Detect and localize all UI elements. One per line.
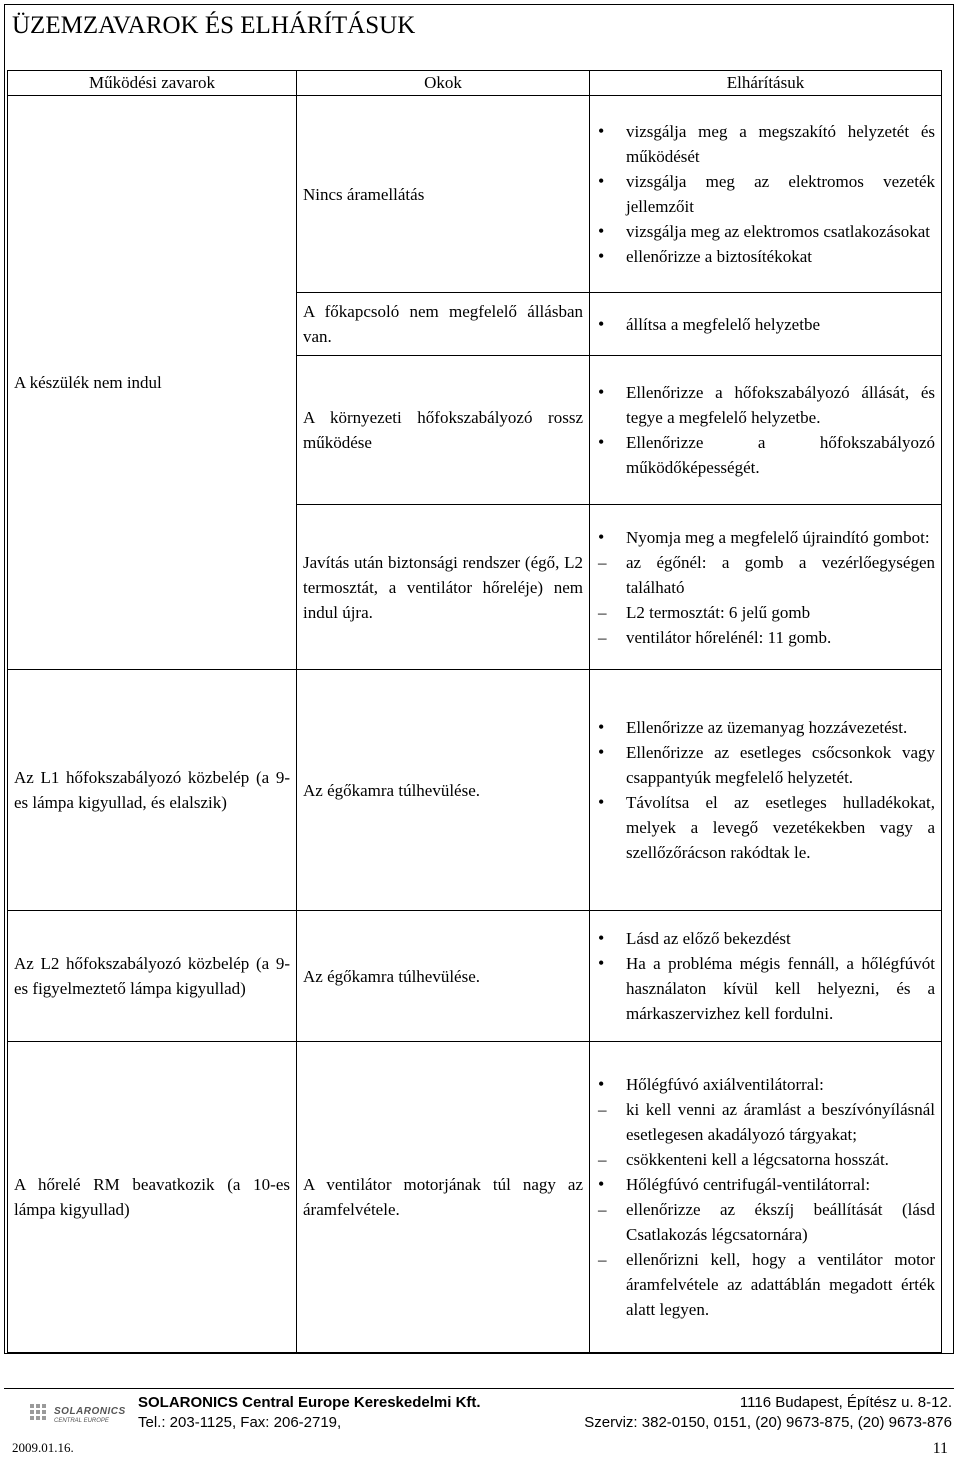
remedy-item: • Ellenőrizze az üzemanyag hozzávezetést. bbox=[596, 715, 935, 740]
logo-wordmark: SOLARONICS bbox=[54, 1406, 126, 1417]
header-remedies: Elhárításuk bbox=[590, 71, 942, 96]
remedy-item: • Hőlégfúvó centrifugál-ventilátorral: bbox=[596, 1172, 935, 1197]
cause-cell: A ventilátor motorjának túl nagy az áramfelvétele. bbox=[297, 1042, 590, 1353]
remedy-item: • állítsa a megfelelő helyzetbe bbox=[596, 312, 935, 337]
page-footer bbox=[0, 1388, 960, 1438]
cause-cell: Javítás után biztonsági rendszer (égő, L2 termosztát, a ventilátor hőreléje) nem indul újra. bbox=[297, 505, 590, 670]
cause-cell: Az égőkamra túlhevülése. bbox=[297, 670, 590, 911]
table-row bbox=[8, 670, 942, 911]
footer-rule bbox=[4, 1388, 954, 1389]
remedy-subitem: – L2 termosztát: 6 jelű gomb bbox=[596, 600, 935, 625]
table-row bbox=[8, 911, 942, 1042]
fault-cell: Az L2 hőfokszabályozó közbelép (a 9-es figyelmeztető lámpa kigyullad) bbox=[8, 911, 297, 1042]
table-row bbox=[8, 1042, 942, 1353]
remedy-item: • Ha a probléma mégis fennáll, a hőlégfúvót használaton kívül kell helyezni, és a márkaszervizhez kell fordulni. bbox=[596, 951, 935, 1026]
troubleshooting-table bbox=[7, 70, 942, 1353]
remedy-cell bbox=[590, 911, 942, 1042]
table-header-row bbox=[8, 71, 942, 96]
table-row bbox=[8, 96, 942, 293]
remedy-item: • ellenőrizze a biztosítékokat bbox=[596, 244, 935, 269]
page-title: ÜZEMZAVAROK ÉS ELHÁRÍTÁSUK bbox=[12, 12, 416, 39]
remedy-subitem: – ellenőrizni kell, hogy a ventilátor motor áramfelvétele az adattáblán megadott érték alatt legyen. bbox=[596, 1247, 935, 1322]
fault-cell: A hőrelé RM beavatkozik (a 10-es lámpa kigyullad) bbox=[8, 1042, 297, 1353]
remedy-subitem: – az égőnél: a gomb a vezérlőegységen található bbox=[596, 550, 935, 600]
remedy-subitem: – ki kell venni az áramlást a beszívónyílásnál esetlegesen akadályozó tárgyakat; bbox=[596, 1097, 935, 1147]
remedy-item: • Hőlégfúvó axiálventilátorral: bbox=[596, 1072, 935, 1097]
remedy-item: • vizsgálja meg a megszakító helyzetét és működését bbox=[596, 119, 935, 169]
remedy-cell bbox=[590, 293, 942, 356]
footer-phone: Tel.: 203-1125, Fax: 206-2719, bbox=[138, 1414, 342, 1431]
remedy-item: • Lásd az előző bekezdést bbox=[596, 926, 935, 951]
remedy-item: • vizsgálja meg az elektromos vezeték jellemzőit bbox=[596, 169, 935, 219]
remedy-item: • Nyomja meg a megfelelő újraindító gombot: bbox=[596, 525, 935, 550]
header-causes: Okok bbox=[297, 71, 590, 96]
remedy-cell bbox=[590, 505, 942, 670]
logo-subtitle: CENTRAL EUROPE bbox=[54, 1418, 109, 1424]
remedy-cell bbox=[590, 1042, 942, 1353]
cause-cell: A környezeti hőfokszabályozó rossz működése bbox=[297, 356, 590, 505]
remedy-item: • Ellenőrizze a hőfokszabályozó működőképességét. bbox=[596, 430, 935, 480]
footer-company: SOLARONICS Central Europe Kereskedelmi Kft. bbox=[138, 1394, 481, 1411]
remedy-cell bbox=[590, 356, 942, 505]
remedy-subitem: – ellenőrizze az ékszíj beállítását (lásd Csatlakozás légcsatornára) bbox=[596, 1197, 935, 1247]
footer-date: 2009.01.16. bbox=[12, 1440, 74, 1455]
remedy-item: • Ellenőrizze a hőfokszabályozó állását, és tegye a megfelelő helyzetbe. bbox=[596, 380, 935, 430]
remedy-cell bbox=[590, 96, 942, 293]
remedy-cell bbox=[590, 670, 942, 911]
remedy-item: • vizsgálja meg az elektromos csatlakozásokat bbox=[596, 219, 935, 244]
fault-cell: Az L1 hőfokszabályozó közbelép (a 9-es lámpa kigyullad, és elalszik) bbox=[8, 670, 297, 911]
header-faults: Működési zavarok bbox=[8, 71, 297, 96]
fault-cell: A készülék nem indul bbox=[8, 96, 297, 670]
remedy-item: • Távolítsa el az esetleges hulladékokat, melyek a levegő vezetékekben vagy a szellőzőrácson rakódtak le. bbox=[596, 790, 935, 865]
remedy-subitem: – ventilátor hőrelénél: 11 gomb. bbox=[596, 625, 935, 650]
cause-cell: Az égőkamra túlhevülése. bbox=[297, 911, 590, 1042]
page-number: 11 bbox=[932, 1440, 948, 1457]
cause-cell: A főkapcsoló nem megfelelő állásban van. bbox=[297, 293, 590, 356]
remedy-subitem: – csökkenteni kell a légcsatorna hosszát. bbox=[596, 1147, 935, 1172]
footer-service: Szerviz: 382-0150, 0151, (20) 9673-875, (20) 9673-876 bbox=[584, 1414, 952, 1431]
footer-address: 1116 Budapest, Építész u. 8-12. bbox=[739, 1394, 952, 1411]
remedy-item: • Ellenőrizze az esetleges csőcsonkok vagy csappantyúk megfelelő helyzetét. bbox=[596, 740, 935, 790]
cause-cell: Nincs áramellátás bbox=[297, 96, 590, 293]
